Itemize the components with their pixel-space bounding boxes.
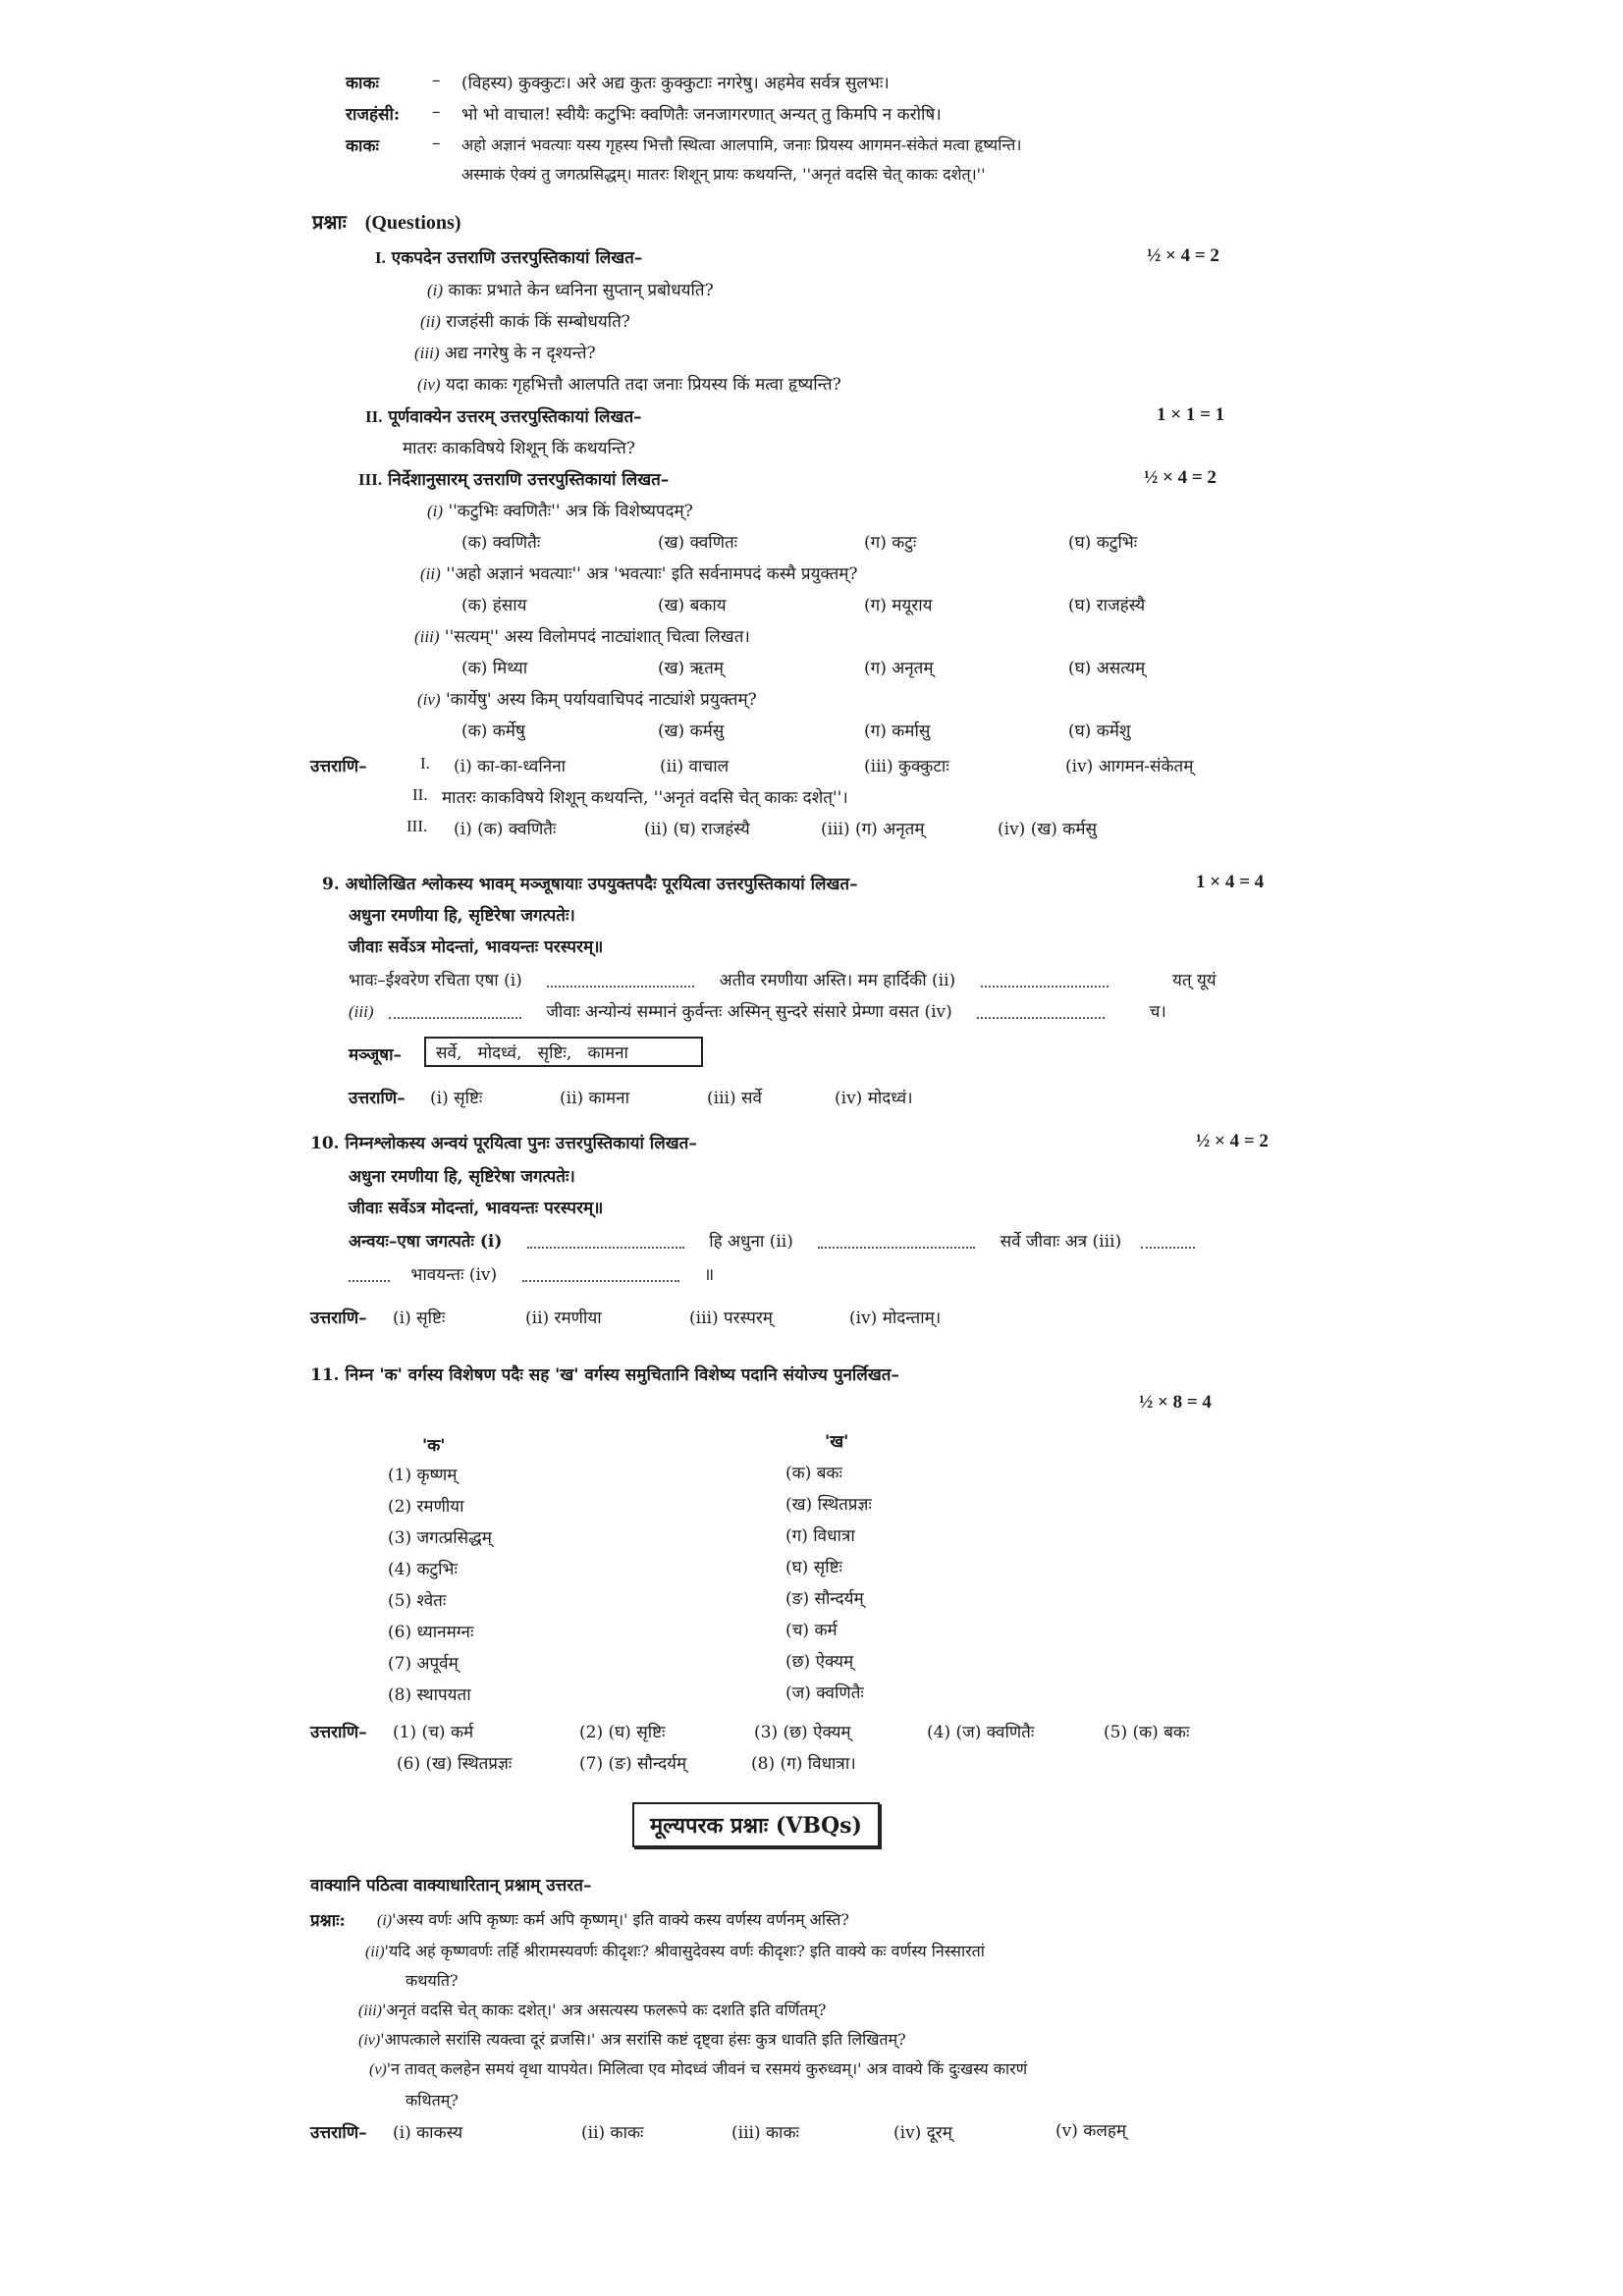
mcq-option: (क) मिथ्या — [461, 659, 528, 678]
item-num: (iii) — [414, 344, 440, 362]
item-text: ''सत्यम्'' अस्य विलोमपदं नाट्यांशात् चित्वा लिखत। — [444, 627, 750, 647]
answer-item: (iv) (ख) कर्मसु — [998, 820, 1097, 839]
blank — [977, 1007, 1105, 1019]
label-text: प्रश्नाः — [310, 1911, 340, 1931]
mcq-option: (ग) अनृतम् — [864, 659, 934, 678]
blank — [981, 976, 1109, 988]
answer-row-num: I. — [420, 754, 430, 773]
dash: – — [432, 71, 441, 90]
bhava-text: (iii) — [349, 1002, 374, 1021]
mcq-option: (घ) कर्मेशु — [1068, 721, 1131, 741]
item-text: 'आपत्काले सरांसि त्यक्त्वा दूरं व्रजसि।' अत्र सरांसि कष्टं दृष्ट्वा हंसः कुत्र धावति इति लिखितम्? — [380, 2030, 906, 2049]
mcq-option: (ख) कर्मसु — [658, 721, 725, 741]
answer-item: (4) (ज) क्वणितैः — [927, 1723, 1035, 1742]
answer-item: (ii) (घ) राजहंस्यै — [644, 820, 750, 839]
bhava-text: भावः–ईश्वरेण रचिता एषा (i) — [349, 971, 522, 990]
item-num: (i) — [427, 502, 444, 520]
match-right: (ख) स्थितप्रज्ञः — [785, 1495, 872, 1515]
blank — [527, 1237, 684, 1249]
item-text: काकः प्रभाते केन ध्वनिना सुप्तान् प्रबोधयति? — [448, 281, 714, 300]
anvaya-text: ॥ — [703, 1265, 715, 1285]
answer-item: (1) (च) कर्म — [393, 1723, 474, 1742]
section-title — [358, 467, 669, 490]
dialogue-line: अहो अज्ञानं भवत्याः यस्य गृहस्य भित्तौ स्थित्वा आलपामि, जनाः प्रियस्य आगमन-संकेतं मत्वा हृष्यन्ति। — [461, 135, 1022, 154]
verse-line: अधुना रमणीया हि, सृष्टिरेषा जगत्पतेः। — [349, 906, 575, 926]
answer-item: (iii) सर्वे — [707, 1089, 762, 1108]
match-right: (छ) ऐक्यम् — [785, 1652, 854, 1672]
item-num: (i) — [427, 281, 444, 299]
mcq-question — [414, 624, 750, 647]
vbq-question-cont: कथयति? — [406, 1971, 459, 1990]
answer-item: (5) (क) बकः — [1104, 1723, 1190, 1742]
match-left: (8) स्थापयता — [388, 1685, 471, 1705]
answers-label: उत्तराणि– — [310, 1308, 367, 1328]
marks: 1 × 4 = 4 — [1196, 872, 1265, 892]
answer-item: (iv) दूरम् — [893, 2123, 952, 2143]
column-header-ka: 'क' — [422, 1436, 446, 1456]
mcq-question — [420, 561, 858, 584]
match-left: (7) अपूर्वम् — [388, 1654, 459, 1674]
mcq-option: (ग) कटुः — [864, 533, 917, 553]
answer-item: (iii) (ग) अनृतम् — [821, 820, 925, 839]
section-text: निर्देशानुसारम् उत्तराणि उत्तरपुस्तिकायां लिखत– — [388, 470, 670, 490]
answer-item: (iii) परस्परम् — [689, 1308, 773, 1328]
manjusha-box: सर्वे, मोदध्वं, सृष्टिः, कामना — [424, 1037, 703, 1067]
answer-row-num: II. — [412, 785, 428, 804]
mcq-option: (ख) बकाय — [658, 596, 727, 615]
bhava-line — [349, 999, 1166, 1022]
manjusha-label: मञ्जूषा– — [349, 1045, 403, 1065]
vbq-question — [358, 1999, 827, 2020]
marks: ½ × 4 = 2 — [1196, 1131, 1269, 1151]
vbq-title-box: मूल्यपरक प्रश्नाः (VBQs) — [632, 1802, 880, 1847]
anvaya-text: हि अधुना (ii) — [709, 1232, 793, 1252]
item-num: (i) — [377, 1912, 393, 1929]
item-text: अद्य नगरेषु के न दृश्यन्ते? — [444, 344, 596, 363]
item-text: यदा काकः गृहभित्तौ आलपति तदा जनाः प्रियस्य किं मत्वा हृष्यन्ति? — [446, 375, 841, 395]
match-left: (3) जगत्प्रसिद्धम् — [388, 1528, 492, 1548]
marks: ½ × 8 = 4 — [1139, 1392, 1212, 1413]
answer-item: (ii) वाचाल — [660, 757, 730, 776]
item-num: (iv) — [358, 2032, 381, 2049]
item-num: (iii) — [358, 2002, 382, 2019]
item-num: (ii) — [420, 564, 441, 583]
answer-item: (iii) काकः — [731, 2123, 799, 2143]
answer-item: (6) (ख) स्थितप्रज्ञः — [397, 1754, 513, 1774]
section-num: II. — [365, 407, 383, 426]
vbq-q-label: प्रश्नाः: — [310, 1911, 346, 1931]
item-text: 'कार्येषु' अस्य किम् पर्यायवाचिपदं नाट्यांशे प्रयुक्तम्? — [446, 690, 757, 710]
section-num: III. — [358, 470, 383, 489]
answer-item: (iv) मोदन्ताम्। — [849, 1308, 942, 1328]
section-text: पूर्णवाक्येन उत्तरम् उत्तरपुस्तिकायां लिखत– — [388, 407, 642, 427]
match-right: (ङ) सौन्दर्यम् — [785, 1589, 864, 1609]
item-text: 'न तावत् कलहेन समयं वृथा यापयेत। मिलित्वा एव मोदध्वं जीवनं च रसमयं कुरुध्वम्।' अत्र वाक्ये किं दुःखस्य कारणं — [386, 2059, 1028, 2078]
bhava-text: च। — [1149, 1002, 1166, 1022]
questions-heading — [312, 208, 461, 235]
answer-item: (iii) कुक्कुटाः — [864, 757, 949, 776]
anvaya-text: भावयन्तः (iv) — [410, 1265, 498, 1285]
mcq-option: (क) हंसाय — [461, 596, 527, 615]
marks: 1 × 1 = 1 — [1157, 404, 1225, 425]
item-num: (ii) — [420, 312, 441, 331]
answers-label: उत्तराणि– — [310, 2123, 367, 2143]
heading-en: (Questions) — [364, 212, 461, 234]
item-num: (iv) — [417, 375, 441, 394]
question-item — [417, 372, 841, 395]
section-text: एकपदेन उत्तराणि उत्तरपुस्तिकायां लिखत– — [391, 248, 643, 268]
anvaya-text: सर्वे जीवाः अत्र (iii) — [1000, 1232, 1122, 1252]
vbq-instruction: वाक्यानि पठित्वा वाक्याधारितान् प्रश्नाम् उत्तरत– — [310, 1876, 592, 1896]
answer-item: (i) सृष्टिः — [430, 1089, 483, 1108]
vbq-question — [365, 1940, 985, 1961]
blank — [547, 976, 694, 988]
answer-item: (ii) रमणीया — [525, 1308, 602, 1328]
mcq-option: (घ) कटुभिः — [1068, 533, 1138, 553]
match-right: (क) बकः — [785, 1464, 842, 1483]
answers-label: उत्तराणि– — [349, 1089, 406, 1108]
match-left: (4) कटुभिः — [388, 1560, 458, 1579]
verse-line: जीवाः सर्वेऽत्र मोदन्तां, भावयन्तः परस्परम्॥ — [349, 937, 604, 957]
marks: ½ × 4 = 2 — [1147, 245, 1219, 266]
speaker: राजहंसी: — [346, 105, 401, 125]
blank — [522, 1270, 679, 1282]
question-title: 10. निम्नश्लोकस्य अन्वयं पूरयित्वा पुनः उत्तरपुस्तिकायां लिखत– — [310, 1134, 697, 1153]
answer-item: (7) (ङ) सौन्दर्यम् — [579, 1754, 687, 1774]
match-right: (ग) विधात्रा — [785, 1526, 855, 1546]
dash: – — [432, 133, 441, 153]
mcq-option: (घ) असत्यम् — [1068, 659, 1146, 678]
blank — [818, 1237, 975, 1249]
answer-item: (i) (क) क्वणितैः — [454, 820, 557, 839]
question-item — [427, 278, 714, 300]
dialogue-line: अस्माकं ऐक्यं तु जगत्प्रसिद्धम्। मातरः शिशून् प्रायः कथयन्ति, ''अनृतं वदसि चेत् काकः दशेत्।'' — [461, 165, 986, 184]
answer-item: (ii) कामना — [560, 1089, 630, 1108]
mcq-option: (क) कर्मेषु — [461, 721, 525, 741]
mcq-option: (ख) क्वणितः — [658, 533, 738, 553]
match-left: (2) रमणीया — [388, 1497, 464, 1517]
column-header-kha: 'ख' — [825, 1432, 849, 1452]
match-left: (5) श्वेतः — [388, 1591, 447, 1611]
heading-hi: प्रश्नाः — [312, 210, 347, 234]
mcq-option: (ग) मयूराय — [864, 596, 933, 615]
bhava-text: अतीव रमणीया अस्ति। मम हार्दिकी (ii) — [719, 971, 956, 990]
mcq-option: (ग) कर्मासु — [864, 721, 931, 741]
match-right: (ज) क्वणितैः — [785, 1683, 864, 1703]
answer-item: (i) का-का-ध्वनिना — [454, 757, 567, 776]
answer-item: (iv) मोदध्वं। — [835, 1089, 913, 1108]
anvaya-line — [349, 1262, 714, 1285]
speaker: काकः — [346, 136, 379, 156]
anvaya-text: अन्वयः–एषा जगत्पतेः (i) — [349, 1232, 503, 1252]
bhava-text: यत् यूयं — [1171, 971, 1217, 990]
item-text: राजहंसी काकं किं सम्बोधयति? — [446, 312, 630, 332]
item-text: 'यदि अहं कृष्णवर्णः तर्हि श्रीरामस्यवर्णः कीदृशः? श्रीवासुदेवस्य वर्णः कीदृशः? इति वाक्ये कः वर्णस्य निस्सारतां — [384, 1942, 985, 1960]
question-text: मातरः काकविषये शिशून् किं कथयन्ति? — [403, 439, 635, 458]
match-left: (1) कृष्णम् — [388, 1466, 458, 1485]
answer-item: (iv) आगमन-संकेतम् — [1065, 757, 1194, 776]
answers-label: उत्तराणि– — [310, 757, 367, 776]
verse-line: जीवाः सर्वेऽत्र मोदन्तां, भावयन्तः परस्परम्॥ — [349, 1199, 604, 1218]
answer-item: (i) सृष्टिः — [393, 1308, 446, 1328]
question-item — [420, 309, 630, 332]
match-right: (घ) सृष्टिः — [785, 1558, 842, 1577]
answer-item: (i) काकस्य — [393, 2123, 463, 2143]
vbq-question — [369, 2057, 1027, 2079]
mcq-question — [427, 499, 693, 521]
question-item — [414, 341, 596, 363]
item-text: ''कटुभिः क्वणितैः'' अत्र किं विशेष्यपदम्? — [448, 502, 693, 521]
bhava-line — [349, 968, 1217, 990]
speaker: काकः — [346, 74, 379, 93]
answer-item: (3) (छ) ऐक्यम् — [754, 1723, 851, 1742]
dialogue-line: (विहस्य) कुक्कुटः। अरे अद्य कुतः कुक्कुटाः नगरेषु। अहमेव सर्वत्र सुलभः। — [461, 74, 890, 93]
verse-line: अधुना रमणीया हि, सृष्टिरेषा जगत्पतेः। — [349, 1167, 575, 1187]
answer-row-num: III. — [406, 817, 428, 835]
answer-item: (8) (ग) विधात्रा। — [751, 1754, 856, 1774]
vbq-question — [377, 1908, 849, 1930]
item-text: ''अहो अज्ञानं भवत्याः'' अत्र 'भवत्याः' इति सर्वनामपदं कस्मै प्रयुक्तम्? — [446, 564, 858, 584]
vbq-question-cont: कथितम्? — [406, 2091, 459, 2109]
section-num: I. — [375, 248, 386, 267]
item-num: (ii) — [365, 1944, 385, 1960]
answers-label: उत्तराणि– — [310, 1723, 367, 1742]
match-left: (6) ध्यानमग्नः — [388, 1623, 474, 1642]
dialogue-line: भो भो वाचाल! स्वीयैः कटुभिः क्वणितैः जनजागरणात् अन्यत् तु किमपि न करोषि। — [461, 105, 942, 125]
blank — [349, 1270, 390, 1282]
mcq-option: (घ) राजहंस्यै — [1068, 596, 1146, 615]
mcq-question — [417, 687, 757, 710]
answer-text: मातरः काकविषये शिशून् कथयन्ति, ''अनृतं वदसि चेत् काकः दशेत्''। — [442, 788, 848, 808]
anvaya-line — [349, 1229, 1195, 1252]
blank — [1141, 1237, 1195, 1249]
answer-item: (2) (घ) सृष्टिः — [579, 1723, 666, 1742]
blank — [389, 1007, 521, 1019]
question-title: 11. निम्न 'क' वर्गस्य विशेषण पदैः सह 'ख' वर्गस्य समुचितानि विशेष्य पदानि संयोज्य पुनर्लिखत– — [310, 1365, 899, 1385]
dash: – — [432, 102, 441, 122]
item-text: 'अनृतं वदसि चेत् काकः दशेत्।' अत्र असत्यस्य फलरूपे कः दशति इति वर्णितम्? — [382, 2001, 827, 2019]
item-text: 'अस्य वर्णः अपि कृष्णः कर्म अपि कृष्णम्।' इति वाक्ये कस्य वर्णस्य वर्णनम् अस्ति? — [392, 1910, 849, 1929]
section-title — [375, 245, 642, 268]
vbq-question — [358, 2028, 906, 2050]
item-num: (v) — [369, 2061, 387, 2078]
mcq-option: (क) क्वणितैः — [461, 533, 541, 553]
bhava-text: जीवाः अन्योन्यं सम्मानं कुर्वन्तः अस्मिन् सुन्दरे संसारे प्रेम्णा वसत (iv) — [546, 1002, 952, 1022]
match-right: (च) कर्म — [785, 1621, 838, 1640]
item-num: (iv) — [417, 690, 441, 709]
mcq-option: (ख) ऋतम् — [658, 659, 724, 678]
answer-item: (v) कलहम् — [1055, 2121, 1127, 2141]
answer-item: (ii) काकः — [581, 2123, 644, 2143]
marks: ½ × 4 = 2 — [1144, 467, 1217, 488]
item-num: (iii) — [414, 627, 440, 646]
question-title: 9. अधोलिखित श्लोकस्य भावम् मञ्जूषायाः उपयुक्तपदैः पूरयित्वा उत्तरपुस्तिकायां लिखत– — [322, 875, 858, 894]
section-title — [365, 404, 642, 427]
